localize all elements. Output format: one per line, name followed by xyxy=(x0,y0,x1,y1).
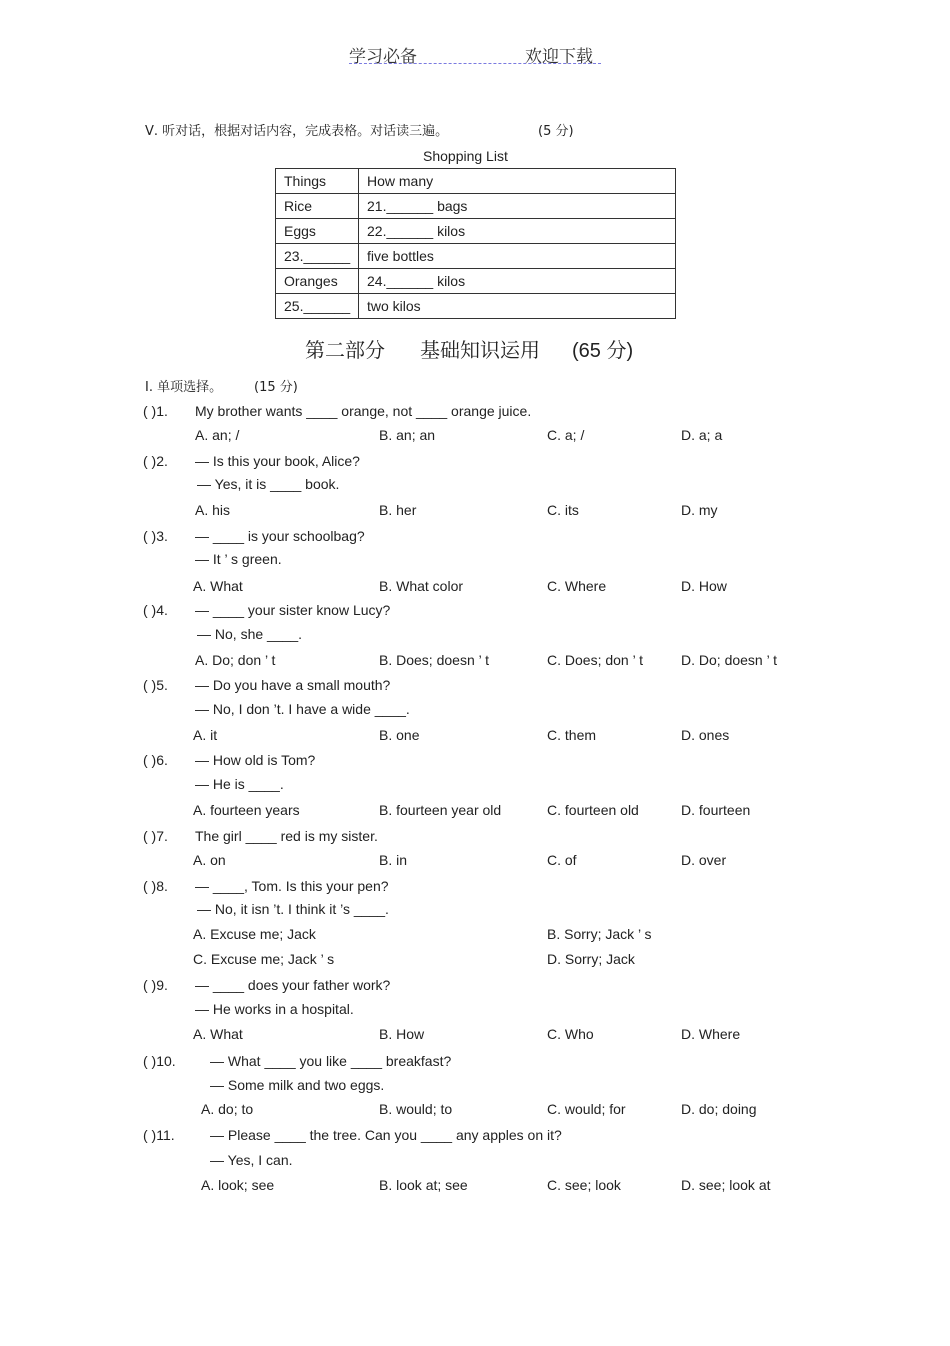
answer-option: B. one xyxy=(379,727,420,743)
question-number: ( )1. xyxy=(143,403,168,419)
header-divider xyxy=(349,63,601,64)
answer-option: C. Excuse me; Jack ’ s xyxy=(193,951,335,967)
answer-option: D. my xyxy=(681,502,718,518)
answer-option: C. fourteen old xyxy=(547,802,639,818)
table-row xyxy=(276,194,676,219)
answer-option: A. Do; don ’ t xyxy=(195,652,276,668)
question-text: My brother wants ____ orange, not ____ orange juice. xyxy=(195,403,532,419)
question-number: ( )10. xyxy=(143,1053,176,1069)
answer-option: D. Where xyxy=(681,1026,741,1042)
section-5-title: Ⅴ. 听对话，根据对话内容，完成表格。对话读三遍。 xyxy=(145,124,449,139)
question-number: ( )5. xyxy=(143,677,168,693)
answer-option: C. them xyxy=(547,727,597,743)
question-text: — ____ your sister know Lucy? xyxy=(195,602,391,618)
question-text: — ____ does your father work? xyxy=(195,977,391,993)
answer-option: B. in xyxy=(379,852,408,868)
question-number: ( )8. xyxy=(143,878,168,894)
section-1-title: Ⅰ. 单项选择。 xyxy=(145,380,223,395)
question-text: — How old is Tom? xyxy=(195,752,316,768)
answer-option: C. would; for xyxy=(547,1101,626,1117)
question-text: — He works in a hospital. xyxy=(195,1001,354,1017)
table-cell: 21.______ bags xyxy=(359,194,676,219)
table-cell: 23.______ xyxy=(276,244,359,269)
answer-option: D. Do; doesn ’ t xyxy=(681,652,777,668)
table-cell: Rice xyxy=(276,194,359,219)
table-cell: Eggs xyxy=(276,219,359,244)
part-2-points: (65 分) xyxy=(572,340,634,362)
table-cell: two kilos xyxy=(359,294,676,319)
answer-option: D. Sorry; Jack xyxy=(547,951,635,967)
answer-option: B. would; to xyxy=(379,1101,453,1117)
question-text: — It ’ s green. xyxy=(195,551,282,567)
table-row xyxy=(276,294,676,319)
question-number: ( )3. xyxy=(143,528,168,544)
header-left: 学习必备 xyxy=(349,47,417,67)
question-text: — Do you have a small mouth? xyxy=(195,677,391,693)
question-number: ( )2. xyxy=(143,453,168,469)
answer-option: B. look at; see xyxy=(379,1177,468,1193)
answer-option: B. What color xyxy=(379,578,464,594)
question-text: — Some milk and two eggs. xyxy=(210,1077,385,1093)
question-text: — Is this your book, Alice? xyxy=(195,453,360,469)
answer-option: A. do; to xyxy=(201,1101,254,1117)
table-caption: Shopping List xyxy=(423,148,508,164)
answer-option: A. an; / xyxy=(195,427,240,443)
question-text: — What ____ you like ____ breakfast? xyxy=(210,1053,452,1069)
table-cell: 25.______ xyxy=(276,294,359,319)
answer-option: A. his xyxy=(195,502,231,518)
answer-option: C. Who xyxy=(547,1026,594,1042)
answer-option: C. its xyxy=(547,502,579,518)
question-number: ( )6. xyxy=(143,752,168,768)
table-row xyxy=(276,244,676,269)
answer-option: C. a; / xyxy=(547,427,585,443)
table-cell: 24.______ kilos xyxy=(359,269,676,294)
answer-option: D. do; doing xyxy=(681,1101,757,1117)
answer-option: D. How xyxy=(681,578,727,594)
table-row xyxy=(276,169,676,194)
question-number: ( )11. xyxy=(143,1127,175,1143)
answer-option: D. see; look at xyxy=(681,1177,771,1193)
question-text: — ____, Tom. Is this your pen? xyxy=(195,878,389,894)
question-number: ( )4. xyxy=(143,602,168,618)
question-number: ( )9. xyxy=(143,977,168,993)
answer-option: A. What xyxy=(193,1026,243,1042)
answer-option: A. it xyxy=(193,727,218,743)
table-cell: Oranges xyxy=(276,269,359,294)
table-cell: Things xyxy=(276,169,359,194)
question-text: — No, it isn ’t. I think it ’s ____. xyxy=(197,901,389,917)
answer-option: D. fourteen xyxy=(681,802,751,818)
shopping-list-table xyxy=(275,168,676,319)
table-cell: 22.______ kilos xyxy=(359,219,676,244)
question-text: — ____ is your schoolbag? xyxy=(195,528,365,544)
table-row xyxy=(276,269,676,294)
question-text: The girl ____ red is my sister. xyxy=(195,828,378,844)
answer-option: C. see; look xyxy=(547,1177,621,1193)
table-cell: five bottles xyxy=(359,244,676,269)
part-2-title: 第二部分 xyxy=(305,338,385,362)
answer-option: C. Where xyxy=(547,578,607,594)
question-text: — No, I don ’t. I have a wide ____. xyxy=(195,701,410,717)
section-1-points: (15 分) xyxy=(254,380,298,395)
question-text: — Yes, I can. xyxy=(210,1152,293,1168)
question-text: — No, she ____. xyxy=(197,626,303,642)
question-text: — Yes, it is ____ book. xyxy=(197,476,340,492)
answer-option: A. fourteen years xyxy=(193,802,300,818)
table-cell: How many xyxy=(359,169,676,194)
answer-option: D. over xyxy=(681,852,727,868)
answer-option: C. of xyxy=(547,852,577,868)
section-5-points: (5 分) xyxy=(538,124,574,139)
answer-option: A. on xyxy=(193,852,226,868)
answer-option: B. an; an xyxy=(379,427,436,443)
answer-option: A. Excuse me; Jack xyxy=(193,926,316,942)
answer-option: B. How xyxy=(379,1026,425,1042)
question-text: — He is ____. xyxy=(195,776,284,792)
table-row xyxy=(276,219,676,244)
question-text: — Please ____ the tree. Can you ____ any apples on it? xyxy=(210,1127,562,1143)
answer-option: A. look; see xyxy=(201,1177,275,1193)
answer-option: B. Does; doesn ’ t xyxy=(379,652,489,668)
part-2-subtitle: 基础知识运用 xyxy=(420,338,540,362)
answer-option: B. Sorry; Jack ’ s xyxy=(547,926,652,942)
answer-option: B. fourteen year old xyxy=(379,802,502,818)
answer-option: D. ones xyxy=(681,727,730,743)
answer-option: D. a; a xyxy=(681,427,723,443)
answer-option: C. Does; don ’ t xyxy=(547,652,643,668)
answer-option: A. What xyxy=(193,578,243,594)
question-number: ( )7. xyxy=(143,828,168,844)
answer-option: B. her xyxy=(379,502,417,518)
header-right: 欢迎下载 xyxy=(525,47,593,67)
